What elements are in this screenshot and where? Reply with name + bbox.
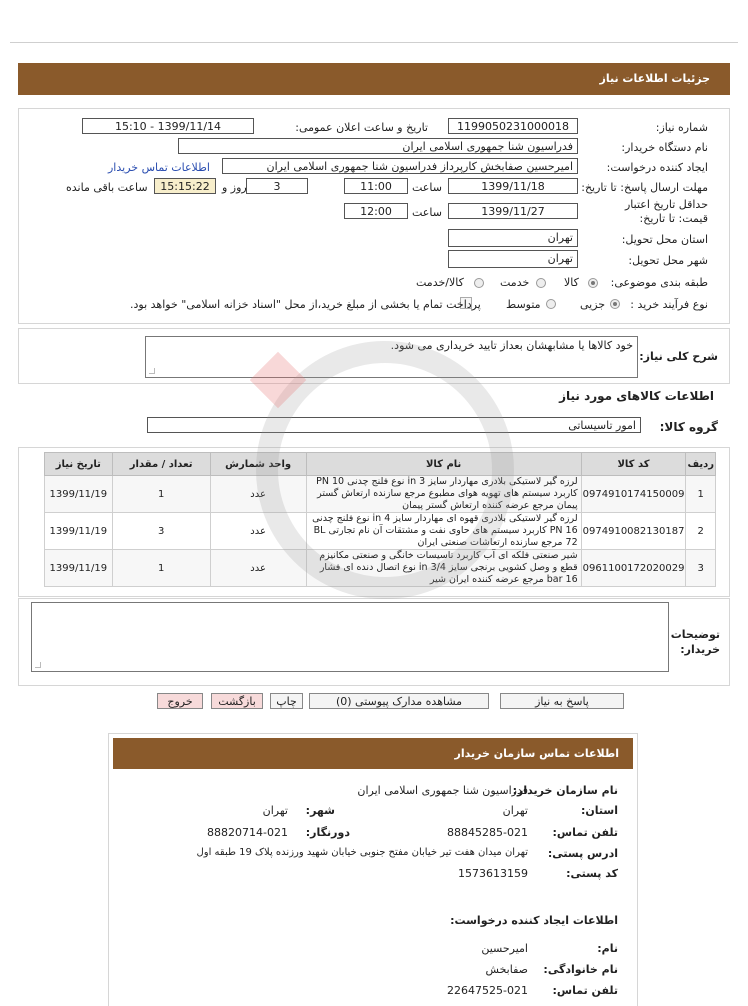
creator-phone-label: تلفن تماس:: [552, 984, 618, 997]
cell-unit: عدد: [210, 476, 306, 513]
cell-qty: 1: [112, 476, 210, 513]
remaining-label: ساعت باقی مانده: [66, 181, 148, 194]
contact-org-label: نام سازمان خریدار:: [512, 784, 618, 797]
notes-label: توضیحات خریدار:: [670, 628, 720, 656]
goods-group-field: امور تاسیساتی: [147, 417, 641, 433]
table-header-row: [45, 453, 716, 476]
table-row: [45, 476, 716, 513]
buyer-org-label: نام دستگاه خریدار:: [621, 141, 708, 154]
process-label: نوع فرآیند خرید :: [630, 298, 708, 311]
contact-address-value: تهران میدان هفت تیر خیابان مفتح جنوبی خیابان شهید ورزنده پلاک 19 طبقه اول: [196, 847, 528, 858]
contact-phone-value: 88845285-021: [447, 826, 528, 839]
process-partial-label: جزیی: [580, 298, 606, 311]
table-row: [45, 513, 716, 550]
cell-date: 1399/11/19: [45, 550, 113, 587]
summary-text: خود کالاها یا مشابهشان بعداز تایید خریداری می شود.: [390, 339, 633, 352]
exit-button[interactable]: خروج: [157, 693, 203, 709]
buyer-org-field: فدراسیون شنا جمهوری اسلامی ایران: [178, 138, 578, 154]
contact-phone-label: تلفن تماس:: [552, 826, 618, 839]
creator-name-value: امیرحسین: [481, 942, 528, 955]
col-row: ردیف: [686, 453, 716, 476]
cell-unit: عدد: [210, 550, 306, 587]
contact-city-label: شهر:: [305, 804, 335, 817]
validity-date-field: 1399/11/27: [448, 203, 578, 219]
cell-name: لرزه گیر لاستیکی بلادری مهاردار سایز in 3 نوع فلنج چدنی PN 10 کاربرد سیستم های تهویه هوای مطبوع مرجع سازنده ارتعاش گستر پیمان مرجع عرضه کننده ارتعاش گستر پیمان: [306, 476, 581, 513]
announce-field: 1399/11/14 - 15:10: [82, 118, 254, 134]
summary-label: شرح کلی نیاز:: [639, 350, 718, 363]
deadline-hour-label: ساعت: [412, 181, 442, 194]
process-medium-label: متوسط: [506, 298, 541, 311]
announce-label: تاریخ و ساعت اعلان عمومی:: [295, 121, 428, 134]
creator-field: امیرحسین صفابخش کارپرداز فدراسیون شنا جمهوری اسلامی ایران: [222, 158, 578, 174]
city-field: تهران: [448, 250, 578, 268]
cell-unit: عدد: [210, 513, 306, 550]
deadline-time-field: 11:00: [344, 178, 408, 194]
contact-postal-value: 1573613159: [458, 867, 528, 880]
col-unit: واحد شمارش: [210, 453, 306, 476]
contact-province-value: تهران: [502, 804, 528, 817]
col-date: تاریخ نیاز: [45, 453, 113, 476]
summary-textarea[interactable]: [145, 336, 638, 378]
goods-section-title: اطلاعات کالاهای مورد نیاز: [559, 389, 714, 403]
deadline-label: مهلت ارسال پاسخ: تا تاریخ:: [581, 181, 708, 194]
top-divider: [10, 42, 738, 43]
contact-fax-value: 88820714-021: [207, 826, 288, 839]
treasury-payment-note: پرداخت تمام یا بخشی از مبلغ خرید،از محل "اسناد خزانه اسلامی" خواهد بود.: [130, 298, 481, 311]
col-qty: تعداد / مقدار: [112, 453, 210, 476]
cell-code: 0974910174150009: [581, 476, 686, 513]
table-row: [45, 550, 716, 587]
print-button[interactable]: چاپ: [270, 693, 303, 709]
cell-qty: 3: [112, 513, 210, 550]
goods-table: [44, 452, 716, 587]
category-goods-label: کالا: [564, 276, 579, 289]
col-name: نام کالا: [306, 453, 581, 476]
city-label: شهر محل تحویل:: [628, 254, 708, 267]
notes-textarea[interactable]: [31, 602, 669, 672]
validity-hour-label: ساعت: [412, 206, 442, 219]
back-button[interactable]: بازگشت: [211, 693, 263, 709]
creator-label: ایجاد کننده درخواست:: [606, 161, 708, 174]
days-label: روز و: [222, 181, 247, 194]
remaining-time-field: 15:15:22: [154, 178, 216, 194]
resize-handle[interactable]: [149, 368, 155, 374]
contact-fax-label: دورنگار:: [305, 826, 350, 839]
contact-postal-label: کد پستی:: [566, 867, 618, 880]
cell-date: 1399/11/19: [45, 476, 113, 513]
contact-province-label: استان:: [581, 804, 618, 817]
cell-date: 1399/11/19: [45, 513, 113, 550]
cell-code: 0974910082130187: [581, 513, 686, 550]
process-partial-radio[interactable]: [610, 299, 620, 309]
cell-row: 2: [686, 513, 716, 550]
need-number-label: شماره نیاز:: [655, 121, 708, 134]
cell-name: شیر صنعتی فلکه ای آب کاربرد تاسیسات خانگی و صنعتی مکانیزم قطع و وصل کشویی برنجی سایز 3/4 in نوع اتصال دنده ای فشار 16 bar مرجع عرضه کننده ایران شیر: [306, 550, 581, 587]
creator-phone-value: 22647525-021: [447, 984, 528, 997]
category-both-label: کالا/خدمت: [416, 276, 464, 289]
validity-label: حداقل تاریخ اعتبار قیمت: تا تاریخ:: [624, 198, 708, 225]
cell-name: لرزه گیر لاستیکی بلادری قهوه ای مهاردار سایز in 4 نوع فلنج چدنی PN 16 کاربرد سیستم های حاوی نفت و مشتقات آن نام تجارتی BL 72 مرجع سازنده ارتعاشات صنعتی ایران: [306, 513, 581, 550]
resize-handle[interactable]: [35, 662, 41, 668]
contact-org-value: فدراسیون شنا جمهوری اسلامی ایران: [357, 784, 528, 797]
page-header: [18, 63, 730, 95]
validity-time-field: 12:00: [344, 203, 408, 219]
cell-row: 3: [686, 550, 716, 587]
category-both-radio[interactable]: [474, 278, 484, 288]
contact-title: اطلاعات تماس سازمان خریدار: [454, 747, 619, 760]
col-code: کد کالا: [581, 453, 686, 476]
creator-family-label: نام خانوادگی:: [543, 963, 618, 976]
cell-row: 1: [686, 476, 716, 513]
contact-info-link[interactable]: اطلاعات تماس خریدار: [108, 161, 210, 174]
goods-group-label: گروه کالا:: [659, 420, 718, 434]
category-goods-radio[interactable]: [588, 278, 598, 288]
process-medium-radio[interactable]: [546, 299, 556, 309]
contact-address-label: ادرس پستی:: [547, 847, 618, 860]
need-number-field: 1199050231000018: [448, 118, 578, 134]
contact-city-value: تهران: [262, 804, 288, 817]
deadline-date-field: 1399/11/18: [448, 178, 578, 194]
cell-qty: 1: [112, 550, 210, 587]
province-field: تهران: [448, 229, 578, 247]
contact-header: [113, 738, 633, 769]
province-label: استان محل تحویل:: [621, 233, 708, 246]
days-field: 3: [246, 178, 308, 194]
cell-code: 0961100172020029: [581, 550, 686, 587]
reply-button[interactable]: پاسخ به نیاز: [500, 693, 624, 709]
category-service-radio[interactable]: [536, 278, 546, 288]
page-title: جزئیات اطلاعات نیاز: [599, 72, 710, 85]
category-label: طبقه بندی موضوعی:: [610, 276, 708, 289]
creator-info-title: اطلاعات ایجاد کننده درخواست:: [450, 914, 618, 927]
attachments-button[interactable]: مشاهده مدارک پیوستی (0): [309, 693, 489, 709]
category-service-label: خدمت: [500, 276, 530, 289]
creator-family-value: صفابخش: [485, 963, 528, 976]
creator-name-label: نام:: [597, 942, 618, 955]
